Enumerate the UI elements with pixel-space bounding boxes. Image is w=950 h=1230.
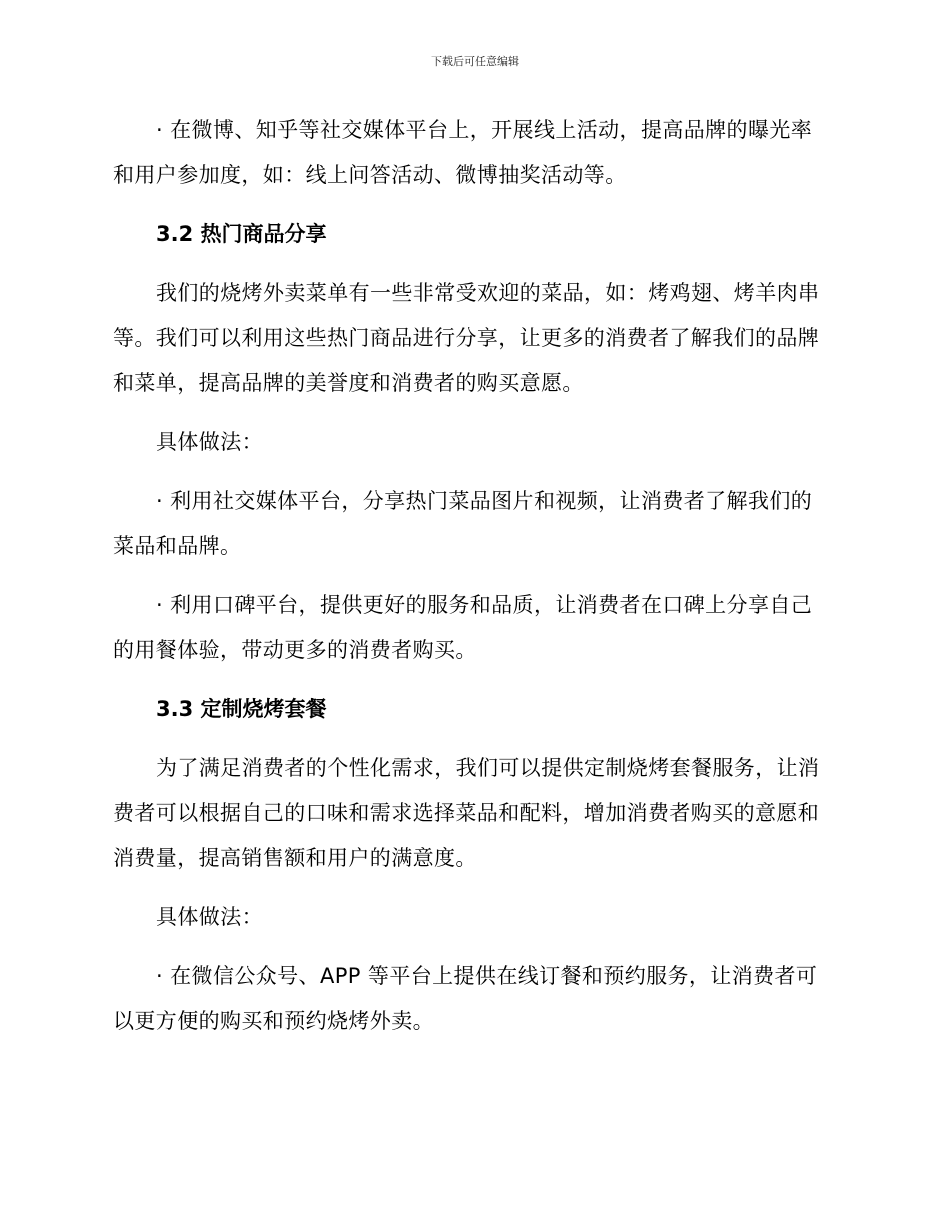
document-body bbox=[113, 108, 831, 1044]
paragraph-social-share: · 利用社交媒体平台，分享热门菜品图片和视频，让消费者了解我们的菜品和品牌。 bbox=[113, 489, 813, 558]
paragraph-method-label-2: 具体做法： bbox=[156, 905, 263, 929]
paragraph-online-ordering: · 在微信公众号、APP 等平台上提供在线订餐和预约服务，让消费者可以更方便的购买和预约烧烤外卖。 bbox=[113, 964, 818, 1033]
paragraph-method-label: 具体做法： bbox=[156, 430, 263, 454]
paragraph-word-of-mouth: · 利用口碑平台，提供更好的服务和品质，让消费者在口碑上分享自己的用餐体验，带动更多的消费者购买。 bbox=[113, 593, 813, 662]
section-heading-3-2: 3.2 热门商品分享 bbox=[156, 222, 327, 246]
paragraph-popular-items: 我们的烧烤外卖菜单有一些非常受欢迎的菜品，如：烤鸡翅、烤羊肉串等。我们可以利用这些热门商品进行分享，让更多的消费者了解我们的品牌和菜单，提高品牌的美誉度和消费者的购买意愿。 bbox=[113, 281, 820, 395]
section-heading-3-3: 3.3 定制烧烤套餐 bbox=[156, 697, 327, 721]
paragraph-custom-package: 为了满足消费者的个性化需求，我们可以提供定制烧烤套餐服务，让消费者可以根据自己的口味和需求选择菜品和配料，增加消费者购买的意愿和消费量，提高销售额和用户的满意度。 bbox=[113, 756, 820, 870]
header-note: 下载后可任意编辑 bbox=[431, 55, 519, 68]
paragraph-weibo-activities: · 在微博、知乎等社交媒体平台上，开展线上活动，提高品牌的曝光率和用户参加度，如：线上问答活动、微博抽奖活动等。 bbox=[113, 118, 813, 187]
